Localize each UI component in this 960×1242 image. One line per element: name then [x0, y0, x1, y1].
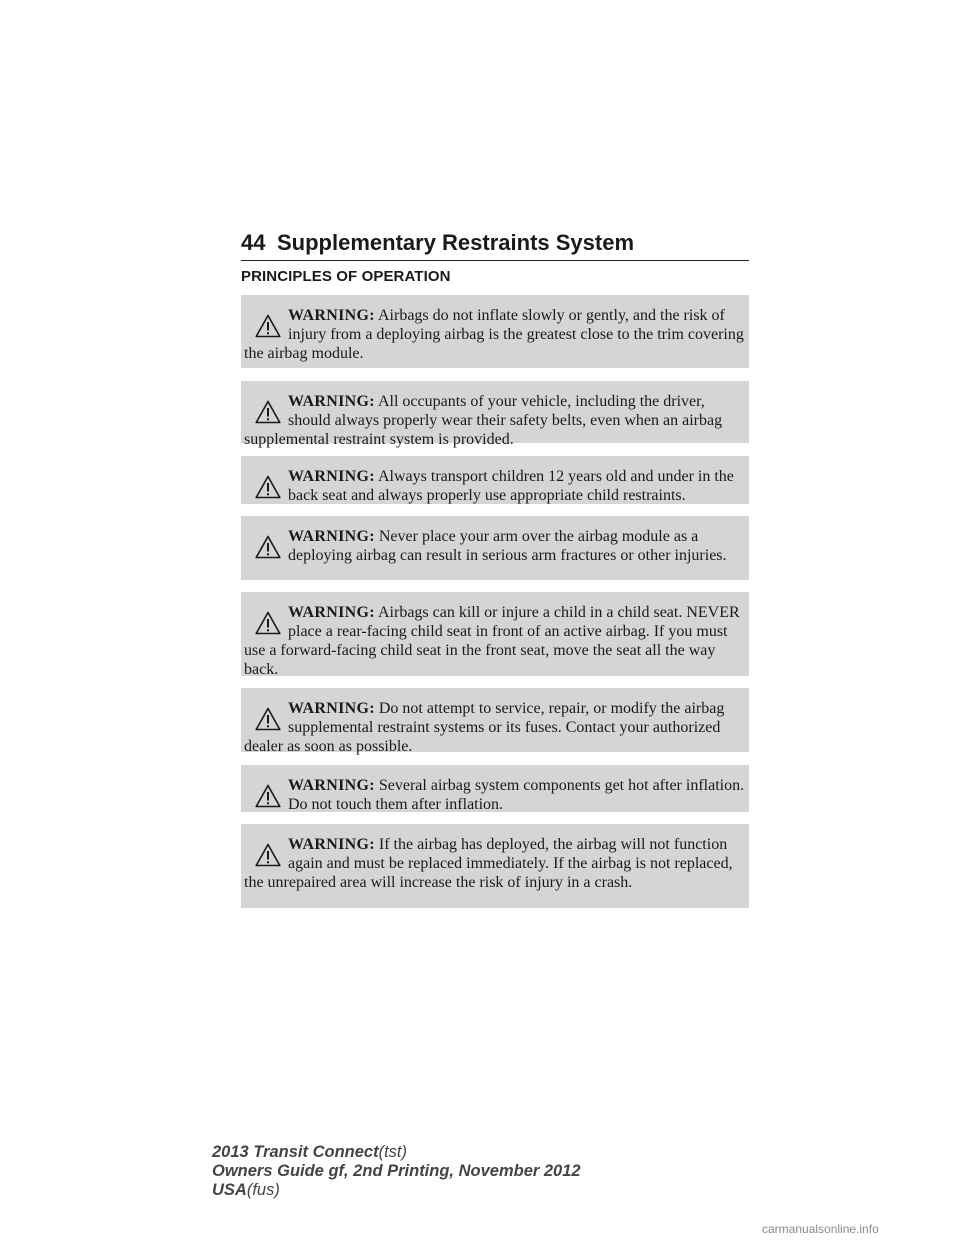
warning-box-4 [241, 516, 749, 580]
warning-triangle-icon [255, 535, 281, 559]
footer-market: USA [212, 1181, 247, 1199]
warning-label: WARNING: [288, 604, 375, 621]
warning-body: All occupants of your vehicle, including the driver, should always properly wear their safety belts, even when an airbag supplemental restraint system is provided. [244, 393, 723, 448]
warning-box-5 [241, 592, 749, 676]
warning-triangle-icon [255, 843, 281, 867]
warning-body: Several airbag system components get hot after inflation. Do not touch them after inflation. [288, 777, 745, 813]
watermark-link[interactable]: carmanualsonline.info [762, 1222, 879, 1236]
warning-text [244, 824, 745, 892]
warning-text [244, 381, 745, 449]
warning-box-1 [241, 295, 749, 368]
warning-body: If the airbag has deployed, the airbag will not function again and must be replaced immediately. If the airbag is not replaced, the unrepaired area will increase the risk of injury in a crash. [244, 836, 733, 891]
warning-text [244, 516, 745, 565]
warning-box-8 [241, 824, 749, 908]
warning-label: WARNING: [288, 307, 375, 324]
warning-body: Do not attempt to service, repair, or modify the airbag supplemental restraint systems or its fuses. Contact your authorized dealer as soon as possible. [244, 700, 725, 755]
warning-triangle-icon [255, 784, 281, 808]
warning-body: Airbags can kill or injure a child in a child seat. NEVER place a rear-facing child seat in front of an active airbag. If you must use a forward-facing child seat in the front seat, move the seat all the way back. [244, 604, 740, 678]
footer-line-3 [212, 1181, 581, 1200]
document-footer [212, 1143, 581, 1200]
warning-triangle-icon [255, 400, 281, 424]
warning-box-2 [241, 381, 749, 448]
warning-text [244, 688, 745, 756]
warning-triangle-icon [255, 611, 281, 635]
chapter-title: Supplementary Restraints System [277, 230, 635, 255]
section-title: PRINCIPLES OF OPERATION [241, 268, 451, 285]
footer-market-code: (fus) [246, 1181, 280, 1199]
warning-box-3 [241, 456, 749, 504]
footer-model: 2013 Transit Connect [212, 1143, 379, 1161]
warning-body: Never place your arm over the airbag module as a deploying airbag can result in serious arm fractures or other injuries. [288, 528, 727, 564]
warning-label: WARNING: [288, 393, 375, 410]
warning-text [244, 295, 745, 363]
warning-body: Always transport children 12 years old and under in the back seat and always properly use appropriate child restraints. [288, 468, 734, 504]
footer-line-2: Owners Guide gf, 2nd Printing, November 2012 [212, 1162, 581, 1180]
warning-label: WARNING: [288, 836, 375, 853]
warning-text [244, 592, 745, 679]
warning-text [244, 456, 745, 505]
warning-body: Airbags do not inflate slowly or gently, and the risk of injury from a deploying airbag is the greatest close to the trim covering the airbag module. [244, 307, 744, 362]
warning-box-6 [241, 688, 749, 755]
warning-text [244, 765, 745, 814]
warning-box-7 [241, 765, 749, 812]
warning-label: WARNING: [288, 700, 375, 717]
footer-line-1 [212, 1143, 581, 1162]
page-header [241, 230, 749, 261]
page-number: 44 [241, 230, 266, 255]
warning-triangle-icon [255, 314, 281, 338]
warning-triangle-icon [255, 707, 281, 731]
warning-triangle-icon [255, 475, 281, 499]
warning-label: WARNING: [288, 528, 375, 545]
warning-label: WARNING: [288, 468, 375, 485]
footer-model-code: (tst) [378, 1143, 408, 1161]
warning-label: WARNING: [288, 777, 375, 794]
